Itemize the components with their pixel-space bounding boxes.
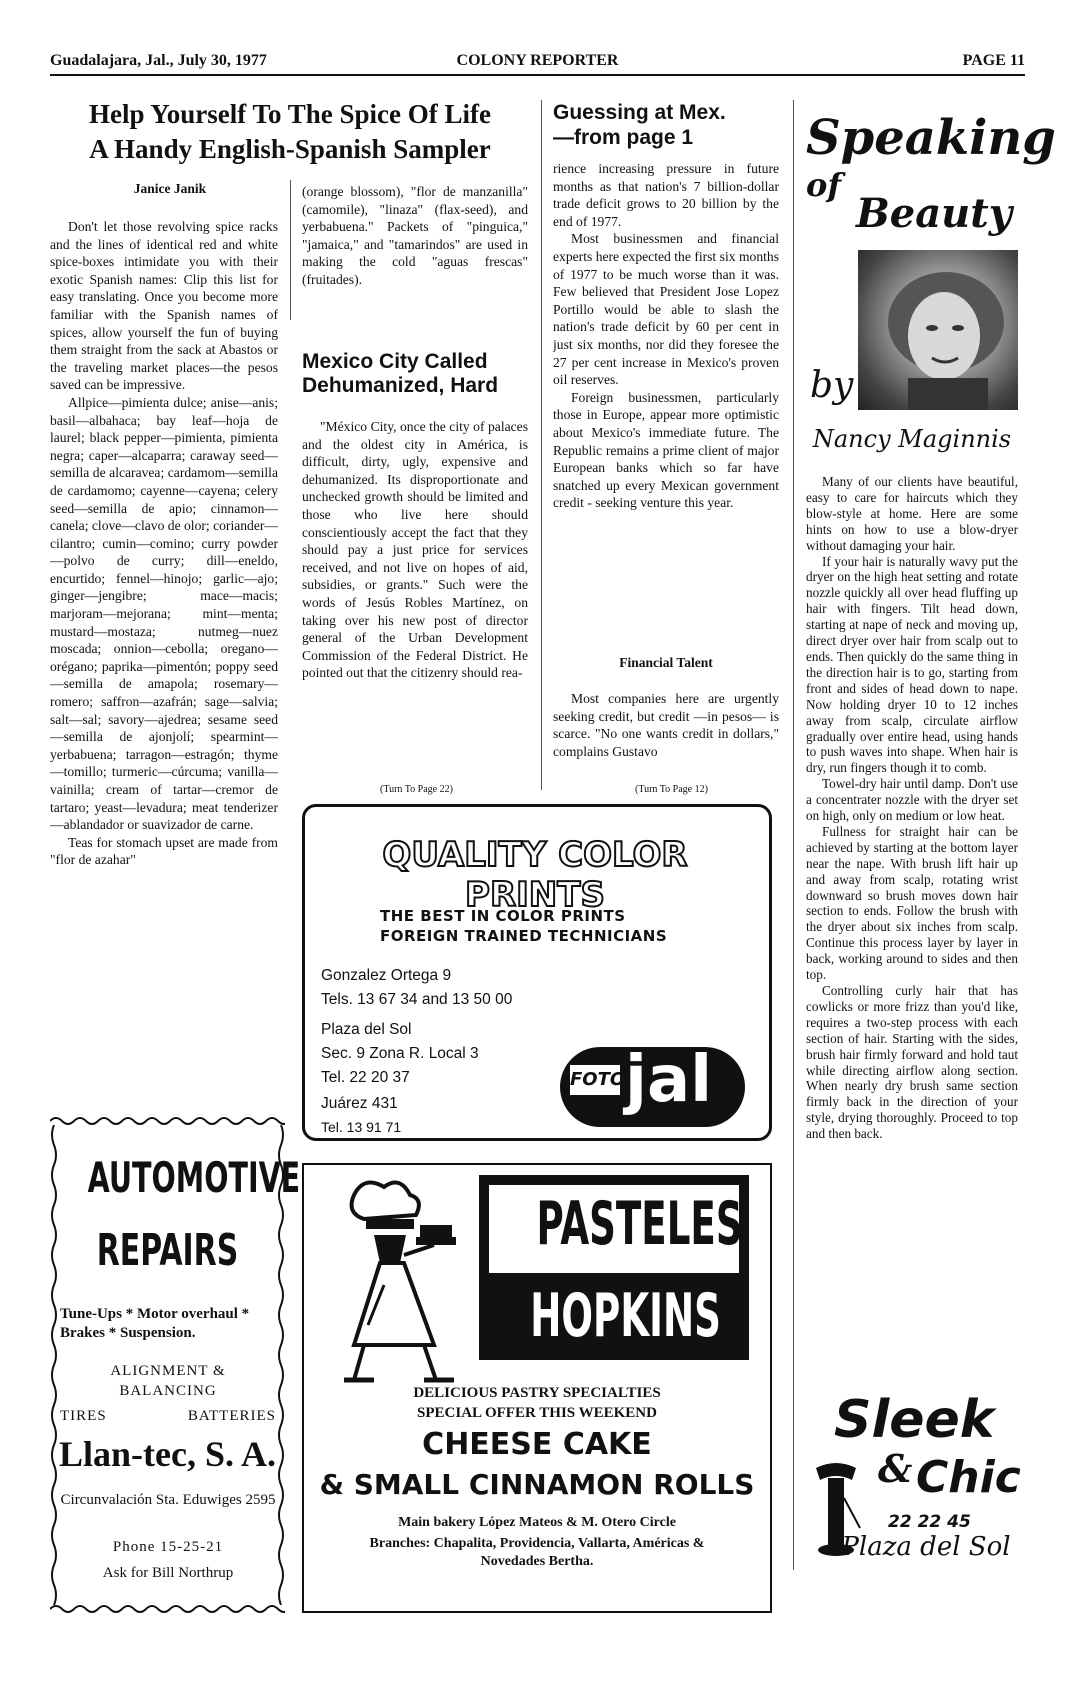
page-header	[50, 50, 1025, 76]
column-rule	[290, 180, 291, 320]
sleek-ampersand: &	[878, 1446, 913, 1491]
guessing-body	[553, 160, 779, 640]
spice-headline	[50, 97, 530, 167]
automotive-title: AUTOMOTIVE	[87, 1153, 301, 1202]
qcp-address-line: Juárez 431	[321, 1095, 398, 1112]
beauty-paragraph: Towel-dry hair until damp. Don't use a concentrater nozzle with the dryer set on high, only on medium or low heat.	[806, 776, 1018, 824]
hopkins-tagline: DELICIOUS PASTRY SPECIALTIES	[413, 1385, 661, 1401]
wavy-border-top	[50, 1115, 285, 1127]
qcp-address-line: Gonzalez Ortega 9	[321, 967, 452, 984]
jal-logo-word: jal	[625, 1043, 713, 1117]
qcp-address-line: Plaza del Sol	[321, 1021, 412, 1038]
qcp-title: QUALITY COLOR PRINTS	[382, 835, 688, 915]
spice-paragraph: Don't let those revolving spice racks and the lines of identical red and white spice-boxes intimidate you with their exotic Spanish names: Clip this list for easy translating. Once you become more familiar with the Spanish names of spices, allow yourself the fun of buying them straight from the sack at Abastos or the traveling market places—the pesos saved can be impressive.	[50, 219, 278, 393]
repairs-title: REPAIRS	[96, 1225, 239, 1276]
beauty-title-of: of	[806, 166, 842, 204]
column-rule	[541, 100, 542, 790]
guessing-paragraph: Most companies here are urgently seeking credit, but credit —in pesos— is scarce. "No one wants credit in dollars," complains Gustavo	[553, 691, 779, 759]
foto-logo-word: FOTO	[570, 1065, 620, 1095]
spice-headline-line2: A Handy English-Spanish Sampler	[89, 134, 491, 164]
guessing-turn-line: (Turn To Page 12)	[635, 784, 708, 795]
hopkins-branches: Branches: Chapalita, Providencia, Vallarta, Américas & Novedades Bertha.	[369, 1536, 705, 1569]
qcp-address-line: Tel. 22 20 37	[321, 1069, 410, 1086]
page-number: PAGE 11	[962, 52, 1025, 69]
chic-word: Chic	[916, 1452, 1021, 1503]
hopkins-main-bakery: Main bakery López Mateos & M. Otero Circle	[398, 1515, 676, 1530]
beauty-paragraph: If your hair is naturally wavy put the dryer on the high heat setting and rotate nozzle quickly all over head fluffing up hair with fingers. Tilt head down, starting at nape of neck and moving up, direct dryer over hair from scalp out to ends. Then quickly do the same thing in the direction hair is to go, starting from front and sides of head down to nape. Now holding dryer 10 to 12 inches away from scalp, circulate airflow gradually over entire head, using hands to push waves into shape. When hair is dry, run fingers though it to comb.	[806, 553, 1018, 776]
mexico-paragraph: "México City, once the city of palaces and the oldest city in América, is difficult, dirty, ugly, expensive and dehumanized. Its disproportionate and unchecked growth should be limited and those who live here should conscientiously accept the fact that they should pay a just price for services received, and not live on hopes of aid, subsidies, or grants." Such were the words of Jesús Robles Martínez, on taking over his new post of director general of the Urban Development Commission of the Federal District. He pointed out that the citizenry should rea-	[302, 419, 528, 681]
auto-batteries: BATTERIES	[187, 1408, 276, 1424]
auto-phone: Phone 15-25-21	[112, 1539, 224, 1555]
guessing-body-continued	[553, 690, 779, 776]
hopkins-item-rolls: & SMALL CINNAMON ROLLS	[319, 1468, 755, 1501]
column-rule	[793, 100, 794, 1570]
spice-column-1	[50, 218, 278, 1066]
auto-alignment: ALIGNMENT & BALANCING	[110, 1363, 226, 1399]
beauty-body	[806, 474, 1018, 1384]
auto-contact: Ask for Bill Northrup	[102, 1565, 234, 1581]
wavy-border-left	[50, 1125, 58, 1605]
beauty-by: by	[810, 365, 854, 406]
sleek-phone: 22 22 45	[888, 1512, 971, 1532]
author-portrait	[858, 250, 1018, 410]
auto-tires-batteries	[60, 1408, 276, 1425]
spice-headline-line1: Help Yourself To The Spice Of Life	[88, 99, 492, 129]
chef-icon	[324, 1175, 464, 1385]
beauty-title-speaking: Speaking	[806, 110, 1056, 166]
guessing-paragraph: Foreign businessmen, particularly those in Europe, appear more optimistic about Mexico's immediate future. The Republic remains a prime client of major European banks which so far have snatched up every Mexican government credit - seeking venture this year.	[553, 389, 779, 511]
hopkins-word: HOPKINS	[530, 1281, 721, 1351]
guessing-headline-line2: —from page 1	[553, 126, 694, 149]
sleek-location: Plaza del Sol	[841, 1532, 1011, 1562]
spice-paragraph: Teas for stomach upset are made from "flor de azahar"	[50, 834, 278, 868]
mexico-turn-line: (Turn To Page 22)	[380, 784, 453, 795]
qcp-address-line: Sec. 9 Zona R. Local 3	[321, 1045, 479, 1062]
beauty-paragraph: Fullness for straight hair can be achieved by starting at the bottom layer near the nape. With brush lift hair up and away from scalp, rotating wrist downward so brush moves down hair section to ends. Follow the brush with the dryer about six inches from scalp. Continue this process layer by layer in back, working around to sides and then top.	[806, 823, 1018, 983]
mexico-body	[302, 418, 528, 773]
qcp-technicians: FOREIGN TRAINED TECHNICIANS	[380, 927, 668, 945]
mexico-headline: Mexico City Called Dehumanized, Hard	[302, 350, 499, 397]
guessing-paragraph: Most businessmen and financial experts here expected the first six months of 1977 to be much worse than it was. Few believed that President Jose Lopez Portillo would be able to slash the nation's trade deficit by 60 per cent in just six months, nor did they foresee the 27 per cent increase in Mexico's proven oil reserves.	[553, 231, 779, 388]
auto-address: Circunvalación Sta. Eduwiges 2595	[60, 1492, 276, 1508]
guessing-headline	[553, 100, 779, 150]
dateline: Guadalajara, Jal., July 30, 1977	[50, 52, 267, 69]
qcp-tagline: THE BEST IN COLOR PRINTS	[380, 907, 626, 925]
beauty-paragraph: Many of our clients have beautiful, easy to care for haircuts which they blow-style at home. Here are some hints on how to use a blow-dryer without damaging your hair.	[806, 474, 1018, 553]
spice-byline: Janice Janik	[133, 181, 207, 196]
financial-talent-subhead: Financial Talent	[619, 655, 713, 670]
quality-color-prints-ad	[302, 804, 772, 1141]
auto-tires: TIRES	[60, 1408, 107, 1424]
sleek-chic-ad	[806, 1390, 1021, 1565]
guessing-headline-line1: Guessing at Mex.	[553, 101, 726, 124]
beauty-title-beauty: Beauty	[856, 190, 1012, 237]
hopkins-offer: SPECIAL OFFER THIS WEEKEND	[417, 1405, 657, 1421]
newspaper-name: COLONY REPORTER	[456, 52, 619, 69]
spice-paragraph: Allpice—pimienta dulce; anise—anis; basil—albahaca; bay leaf—hoja de laurel; black pepper—pimienta, pimienta negra; caper—alcaparra; caraway seed—semilla de alcaravea; cardamom—semilla de cardamomo; cayenne—cayena; celery seed—semilla de apio; cinnamon—canela; clove—clavo de olor; coriander—cilantro; cumin—comino; curry powder—polvo de curry; dill—eneldo, encurtido; fennel—hinojo; garlic—ajo; ginger—jengibre; mace—macis; marjoram—mejorana; mint—menta; mustard—mostaza; nutmeg—nuez moscada; onnion—cebolla; oregano—orégano; paprika—pimentón; poppy seed—semilla de amapola; rosemary—romero; saffron—azafrán; sage—salvia; salt—sal; savory—ajedrea; sesame seed—semilla de ajonjolí; spearmint—yerbabuena; tarragon—estragón; thyme—tomillo; turmeric—cúrcuma; vanilla—vainilla; cream of tartar—cremor de tartaro; yeast—levadura; meat tenderizer—ablandador or suavizador de carne.	[50, 394, 278, 833]
guessing-paragraph: rience increasing pressure in future months as that nation's 7 billion-dollar trade deficit grows to 20 billion by the end of 1977.	[553, 161, 779, 229]
pasteles-hopkins-ad	[302, 1163, 772, 1613]
auto-company-name: Llan-tec, S. A.	[58, 1434, 276, 1474]
beauty-paragraph: Controlling curly hair that has cowlicks or more frizz than you'd like, requires a two-step process with each section of hair. Starting with the sides, brush hair firmly forward and hold taut while directing airflow along section. When nearly dry brush same section firmly back in the direction of your style, drying thoroughly. Proceed to top and then back.	[806, 983, 1018, 1142]
qcp-address-line: Tels. 13 67 34 and 13 50 00	[321, 991, 513, 1008]
pasteles-hopkins-logo	[479, 1175, 749, 1360]
portrait-image	[858, 250, 1018, 410]
sleek-word: Sleek	[834, 1390, 995, 1450]
beauty-author: Nancy Maginnis	[812, 425, 1012, 453]
pasteles-word: PASTELES	[536, 1189, 743, 1259]
auto-services: Tune-Ups * Motor overhaul * Brakes * Suspension.	[60, 1306, 250, 1341]
hopkins-item-cheesecake: CHEESE CAKE	[422, 1427, 652, 1462]
automotive-repairs-ad	[50, 1115, 301, 1615]
qcp-address-line: Tel. 13 91 71	[321, 1119, 402, 1135]
wavy-border-bottom	[50, 1603, 285, 1615]
spice-column-2: (orange blossom), "flor de manzanilla" (camomile), "linaza" (flax-seed), and yerbabuena." Packets of "pinguica," "jamaica," and "tamarindos" are used in making the cold "aguas frescas" (fruitades).	[302, 184, 528, 287]
